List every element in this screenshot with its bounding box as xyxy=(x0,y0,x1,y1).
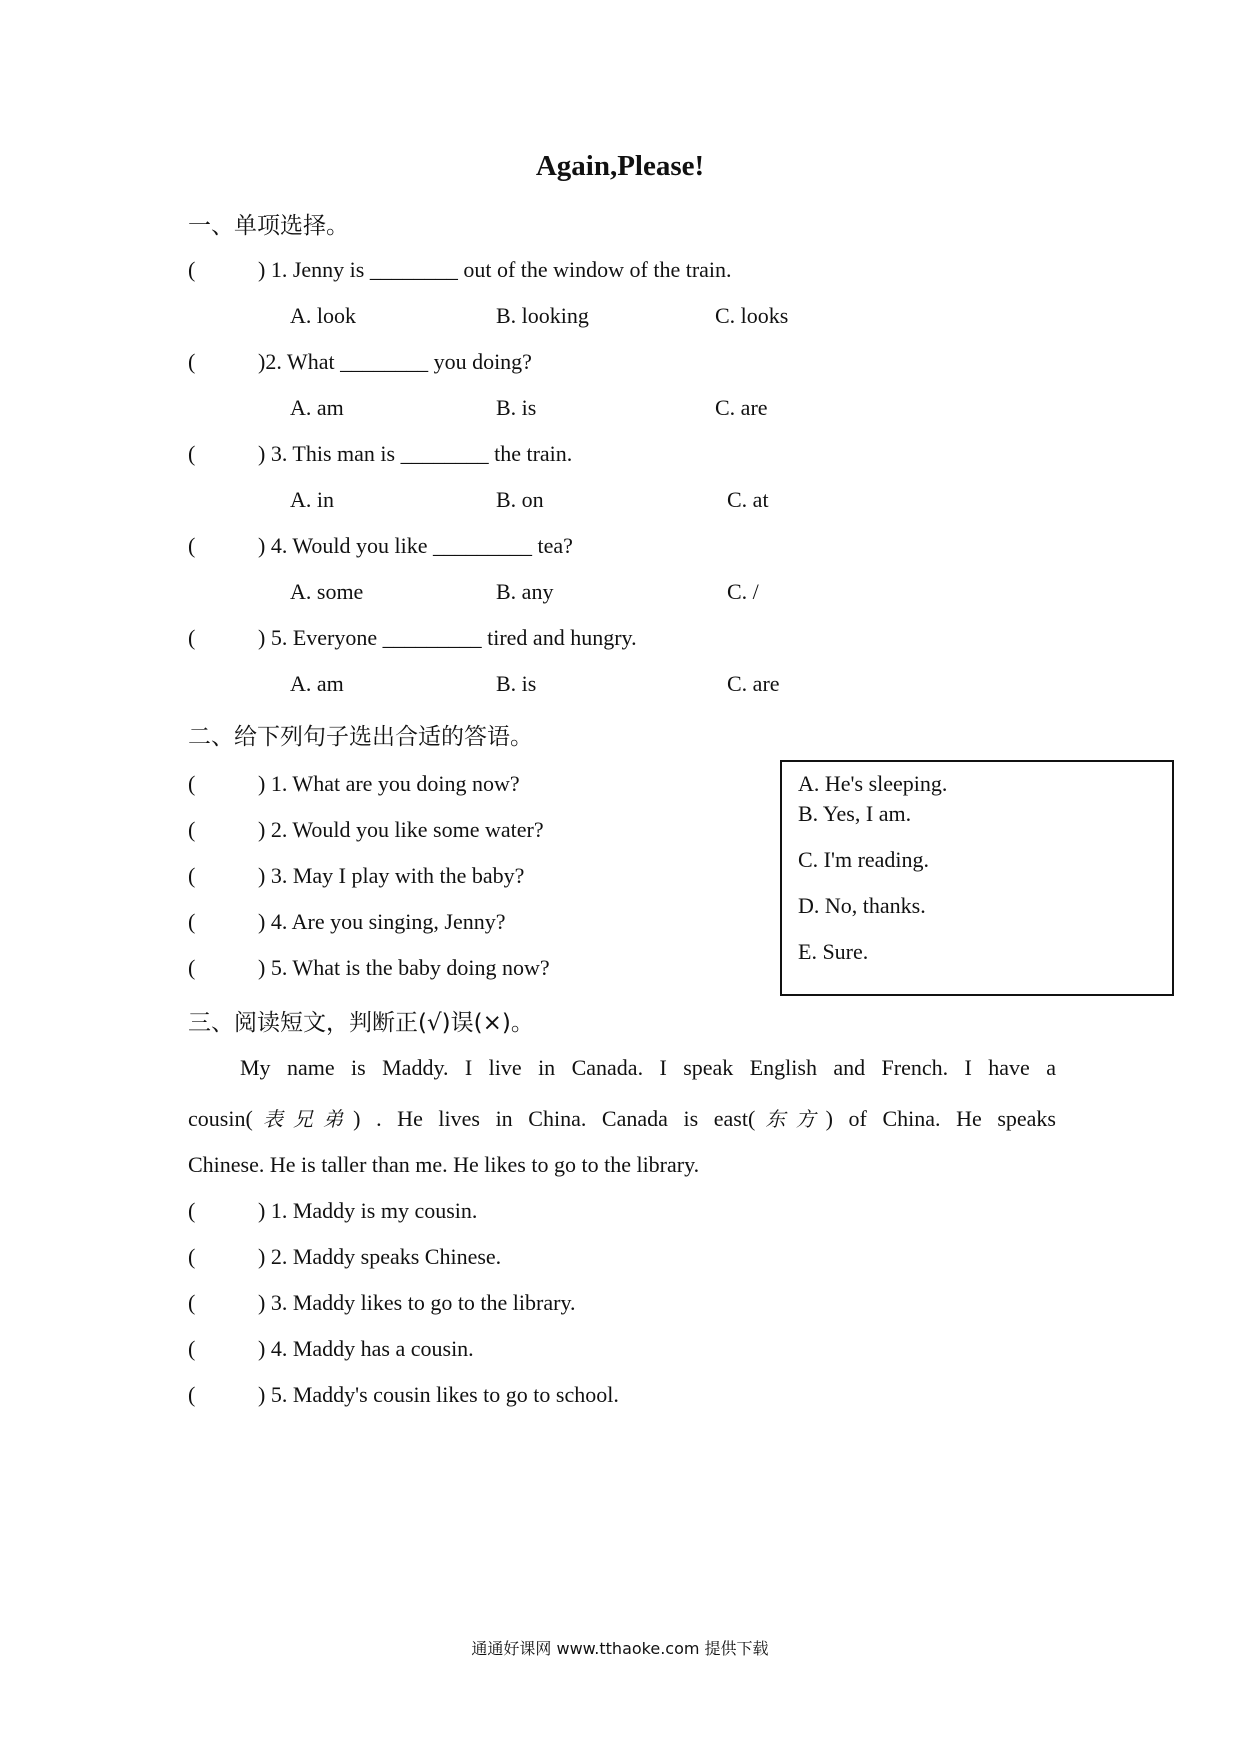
s2-question-2 xyxy=(188,817,544,843)
question-text: ) 1. Jenny is ________ out of the window of the train. xyxy=(258,257,732,282)
answer-bracket[interactable]: ( xyxy=(188,1198,196,1223)
question-text: ) 1. What are you doing now? xyxy=(258,771,520,796)
answer-bracket[interactable]: ( xyxy=(188,625,196,650)
chinese-gloss: 东方 xyxy=(755,1107,826,1131)
option-c: C. / xyxy=(727,579,759,604)
option-a: A. am xyxy=(290,395,344,420)
option-c: C. are xyxy=(727,671,780,696)
question-text: ) 4. Maddy has a cousin. xyxy=(258,1336,474,1361)
answer-bracket[interactable]: ( xyxy=(188,349,196,374)
option-a: A. am xyxy=(290,671,344,696)
s2-question-4 xyxy=(188,909,505,935)
answer-option-c: C. I'm reading. xyxy=(798,847,930,872)
question-text: ) 5. Maddy's cousin likes to go to school. xyxy=(258,1382,619,1407)
answer-bracket[interactable]: ( xyxy=(188,817,196,842)
passage-text: cousin( xyxy=(188,1106,253,1131)
question-text: ) 3. This man is ________ the train. xyxy=(258,441,573,466)
page-title: Again,Please! xyxy=(535,150,705,182)
answer-bracket[interactable]: ( xyxy=(188,441,196,466)
s3-question-5 xyxy=(188,1382,619,1408)
answer-bracket[interactable]: ( xyxy=(188,771,196,796)
passage-line-2 xyxy=(188,1103,1056,1132)
option-b: B. on xyxy=(496,487,544,512)
question-text: ) 1. Maddy is my cousin. xyxy=(258,1198,478,1223)
question-text: ) 4. Would you like _________ tea? xyxy=(258,533,573,558)
passage-text: ) . He lives in China. Canada is east( xyxy=(353,1106,756,1131)
answer-option-b: B. Yes, I am. xyxy=(798,801,912,826)
s3-question-2 xyxy=(188,1244,501,1270)
s1-question-3 xyxy=(188,441,572,467)
answer-bracket[interactable]: ( xyxy=(188,863,196,888)
answer-option-e: E. Sure. xyxy=(798,939,869,964)
question-text: ) 5. What is the baby doing now? xyxy=(258,955,550,980)
option-c: C. at xyxy=(727,487,769,512)
answer-bracket[interactable]: ( xyxy=(188,955,196,980)
footer-source: 通通好课网 www.tthaoke.com 提供下载 xyxy=(471,1639,769,1658)
passage-text: ) of China. He speaks xyxy=(825,1106,1056,1131)
option-c: C. looks xyxy=(715,303,789,328)
question-text: ) 4. Are you singing, Jenny? xyxy=(258,909,506,934)
answer-bracket[interactable]: ( xyxy=(188,1336,196,1361)
question-text: ) 2. Maddy speaks Chinese. xyxy=(258,1244,502,1269)
s3-question-1 xyxy=(188,1198,477,1224)
passage-line-1: My name is Maddy. I live in Canada. I speak English and French. I have a xyxy=(240,1055,1056,1080)
s3-question-3 xyxy=(188,1290,576,1316)
question-text: ) 3. Maddy likes to go to the library. xyxy=(258,1290,576,1315)
answer-option-a: A. He's sleeping. xyxy=(798,771,948,796)
question-text: ) 5. Everyone _________ tired and hungry. xyxy=(258,625,637,650)
s2-question-1 xyxy=(188,771,520,797)
option-a: A. some xyxy=(290,579,364,604)
answer-bracket[interactable]: ( xyxy=(188,1290,196,1315)
option-b: B. looking xyxy=(496,303,589,328)
question-text: )2. What ________ you doing? xyxy=(258,349,532,374)
question-text: ) 2. Would you like some water? xyxy=(258,817,544,842)
section-3-heading: 三、阅读短文，判断正(√)误(×)。 xyxy=(188,1010,534,1036)
option-b: B. is xyxy=(496,671,537,696)
s1-question-2 xyxy=(188,349,532,375)
answer-bracket[interactable]: ( xyxy=(188,1382,196,1407)
option-b: B. any xyxy=(496,579,554,604)
chinese-gloss: 表兄弟 xyxy=(252,1107,354,1131)
answer-option-d: D. No, thanks. xyxy=(798,893,926,918)
option-b: B. is xyxy=(496,395,537,420)
answer-bracket[interactable]: ( xyxy=(188,257,196,282)
section-2-heading: 二、给下列句子选出合适的答语。 xyxy=(188,724,533,750)
s1-question-5 xyxy=(188,625,637,651)
answer-bracket[interactable]: ( xyxy=(188,909,196,934)
s2-question-5 xyxy=(188,955,550,981)
s3-question-4 xyxy=(188,1336,474,1362)
option-a: A. in xyxy=(290,487,334,512)
s2-question-3 xyxy=(188,863,524,889)
answer-bracket[interactable]: ( xyxy=(188,1244,196,1269)
question-text: ) 3. May I play with the baby? xyxy=(258,863,525,888)
option-a: A. look xyxy=(290,303,356,328)
passage-line-3: Chinese. He is taller than me. He likes to go to the library. xyxy=(188,1152,700,1177)
section-1-heading: 一、单项选择。 xyxy=(188,213,349,239)
s1-question-1 xyxy=(188,257,732,283)
s1-question-4 xyxy=(188,533,573,559)
option-c: C. are xyxy=(715,395,768,420)
answer-bracket[interactable]: ( xyxy=(188,533,196,558)
